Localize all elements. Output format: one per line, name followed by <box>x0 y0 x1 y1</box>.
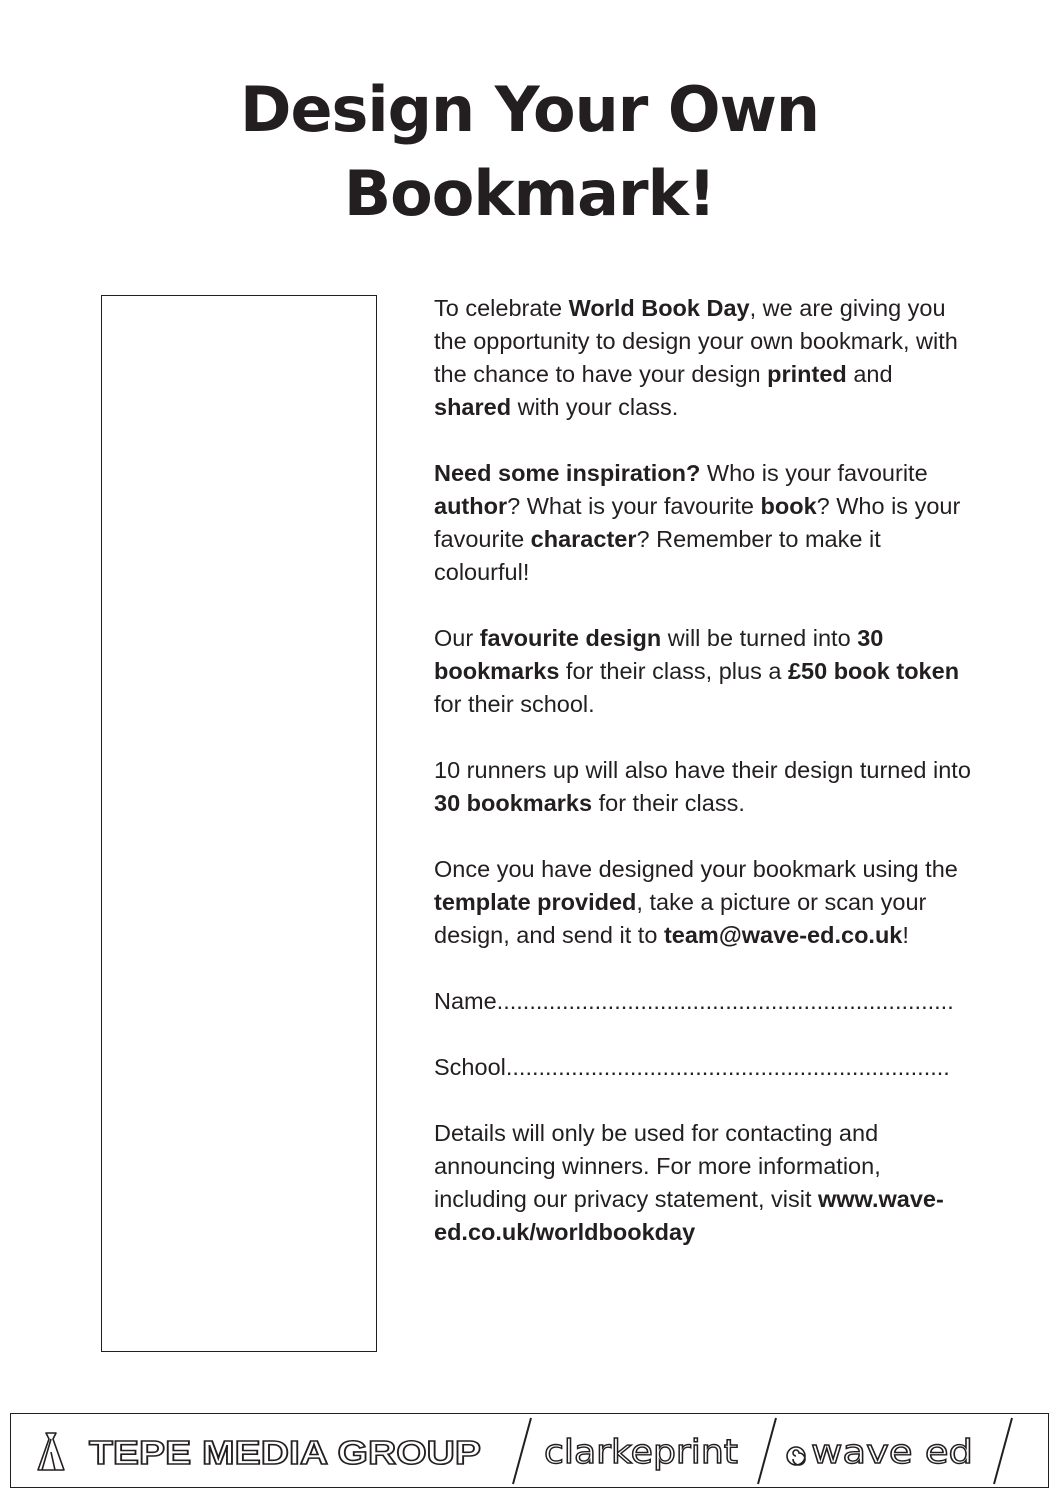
runners-up-paragraph: 10 runners up will also have their design turned into 30 bookmarks for their class. <box>434 757 971 816</box>
email-address: team@wave-ed.co.uk <box>663 922 903 948</box>
clarkeprint-logo: clarkeprint <box>544 1432 739 1471</box>
wave-ed-logo: wave ed <box>811 1432 973 1471</box>
bookmark-template-box <box>101 295 377 1352</box>
tipi-icon <box>38 1433 64 1470</box>
title-line-1: Design Your Own <box>240 73 819 146</box>
sponsor-footer <box>10 1413 1049 1488</box>
tepe-media-group-logo: TEPE MEDIA GROUP <box>89 1434 481 1471</box>
name-field[interactable]: Name...................................................................... <box>434 988 954 1014</box>
page-title <box>0 68 1059 236</box>
title-line-2: Bookmark! <box>343 157 716 230</box>
school-field[interactable]: School.................................................................... <box>434 1054 950 1080</box>
instructions <box>434 292 974 1282</box>
website-link: www.wave-ed.co.uk/worldbookday <box>434 1186 944 1245</box>
prize-paragraph: Our favourite design will be turned into 30 bookmarks for their class, plus a £50 book token for their school. <box>434 625 960 717</box>
wave-swirl-icon <box>787 1447 805 1465</box>
divider-2 <box>758 1418 776 1484</box>
submission-paragraph: Once you have designed your bookmark using the template provided, take a picture or scan your design, and send it to team@wave-ed.co.uk! <box>434 856 958 948</box>
divider-3 <box>994 1418 1012 1484</box>
intro-paragraph: To celebrate World Book Day, we are giving you the opportunity to design your own bookmark, with the chance to have your design printed and shared with your class. <box>434 295 958 420</box>
divider-1 <box>513 1418 531 1484</box>
privacy-paragraph: Details will only be used for contacting and announcing winners. For more information, including our privacy statement, visit www.wave-ed.co.uk/worldbookday <box>434 1120 944 1245</box>
inspiration-paragraph: Need some inspiration? Who is your favourite author? What is your favourite book? Who is your favourite character? Remember to make it colourful! <box>434 460 961 585</box>
